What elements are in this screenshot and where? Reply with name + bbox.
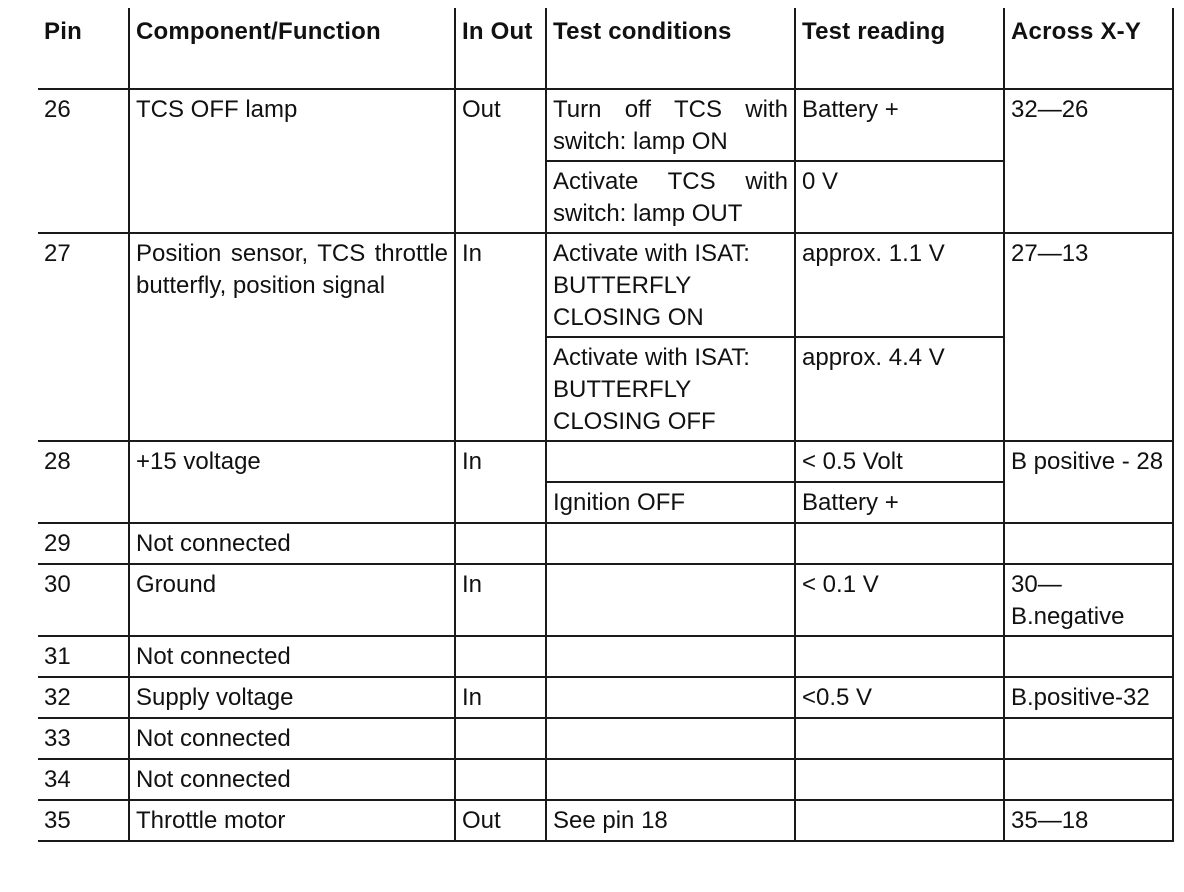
test-condition-cell <box>546 759 795 800</box>
pin-cell: 27 <box>38 233 129 441</box>
header-component: Component/Function <box>129 8 455 89</box>
in-out-cell <box>455 636 546 677</box>
in-out-cell: In <box>455 233 546 441</box>
across-cell: 30— B.negative <box>1004 564 1173 636</box>
pin-cell: 34 <box>38 759 129 800</box>
component-cell: Position sensor, TCS throttle butterfly, position signal <box>129 233 455 441</box>
table-row <box>38 564 1173 636</box>
across-cell: 35—18 <box>1004 800 1173 841</box>
pin-cell: 35 <box>38 800 129 841</box>
component-cell: Not connected <box>129 636 455 677</box>
in-out-cell: In <box>455 677 546 718</box>
test-condition-cell: Turn off TCS with switch: lamp ON <box>546 89 795 161</box>
test-reading-cell <box>795 523 1004 564</box>
table-row <box>38 89 1173 161</box>
table-header-row <box>38 8 1173 89</box>
pin-cell: 30 <box>38 564 129 636</box>
across-cell <box>1004 523 1173 564</box>
across-cell: B.positive-32 <box>1004 677 1173 718</box>
header-pin: Pin <box>38 8 129 89</box>
table-row <box>38 636 1173 677</box>
test-condition-cell: Activate with ISAT: BUTTERFLY CLOSING ON <box>546 233 795 337</box>
test-reading-cell <box>795 759 1004 800</box>
pin-cell: 32 <box>38 677 129 718</box>
test-condition-cell: Activate with ISAT: BUTTERFLY CLOSING OFF <box>546 337 795 441</box>
table-row <box>38 677 1173 718</box>
pin-assignment-table <box>38 8 1174 842</box>
pin-cell: 29 <box>38 523 129 564</box>
test-reading-cell <box>795 636 1004 677</box>
component-cell: +15 voltage <box>129 441 455 523</box>
test-condition-cell <box>546 677 795 718</box>
component-cell: Not connected <box>129 759 455 800</box>
across-cell: 27—13 <box>1004 233 1173 441</box>
in-out-cell: In <box>455 441 546 523</box>
test-reading-cell: approx. 1.1 V <box>795 233 1004 337</box>
test-reading-cell: Battery + <box>795 89 1004 161</box>
in-out-cell <box>455 759 546 800</box>
test-reading-cell: Battery + <box>795 482 1004 523</box>
component-cell: Throttle motor <box>129 800 455 841</box>
pin-cell: 26 <box>38 89 129 233</box>
test-condition-cell: Ignition OFF <box>546 482 795 523</box>
test-condition-cell: Activate TCS with switch: lamp OUT <box>546 161 795 233</box>
in-out-cell: In <box>455 564 546 636</box>
test-reading-cell: <0.5 V <box>795 677 1004 718</box>
test-condition-cell <box>546 523 795 564</box>
header-test-reading: Test reading <box>795 8 1004 89</box>
test-condition-cell <box>546 564 795 636</box>
test-condition-cell <box>546 718 795 759</box>
pin-cell: 31 <box>38 636 129 677</box>
test-reading-cell: < 0.5 Volt <box>795 441 1004 482</box>
table-row <box>38 523 1173 564</box>
table-row <box>38 718 1173 759</box>
in-out-cell <box>455 523 546 564</box>
in-out-cell <box>455 718 546 759</box>
table-row <box>38 759 1173 800</box>
component-cell: Supply voltage <box>129 677 455 718</box>
component-cell: Not connected <box>129 718 455 759</box>
component-cell: Ground <box>129 564 455 636</box>
table-row <box>38 441 1173 482</box>
test-reading-cell: 0 V <box>795 161 1004 233</box>
in-out-cell: Out <box>455 89 546 233</box>
test-reading-cell <box>795 800 1004 841</box>
test-reading-cell: approx. 4.4 V <box>795 337 1004 441</box>
header-test-conditions: Test conditions <box>546 8 795 89</box>
across-cell <box>1004 636 1173 677</box>
pin-cell: 28 <box>38 441 129 523</box>
across-cell: B positive - 28 <box>1004 441 1173 523</box>
header-across: Across X-Y <box>1004 8 1173 89</box>
test-reading-cell <box>795 718 1004 759</box>
header-in-out: In Out <box>455 8 546 89</box>
test-condition-cell <box>546 636 795 677</box>
test-reading-cell: < 0.1 V <box>795 564 1004 636</box>
across-cell: 32—26 <box>1004 89 1173 233</box>
test-condition-cell <box>546 441 795 482</box>
across-cell <box>1004 718 1173 759</box>
table-row <box>38 233 1173 337</box>
across-cell <box>1004 759 1173 800</box>
component-cell: Not connected <box>129 523 455 564</box>
pin-cell: 33 <box>38 718 129 759</box>
table-row <box>38 800 1173 841</box>
test-condition-cell: See pin 18 <box>546 800 795 841</box>
in-out-cell: Out <box>455 800 546 841</box>
component-cell: TCS OFF lamp <box>129 89 455 233</box>
